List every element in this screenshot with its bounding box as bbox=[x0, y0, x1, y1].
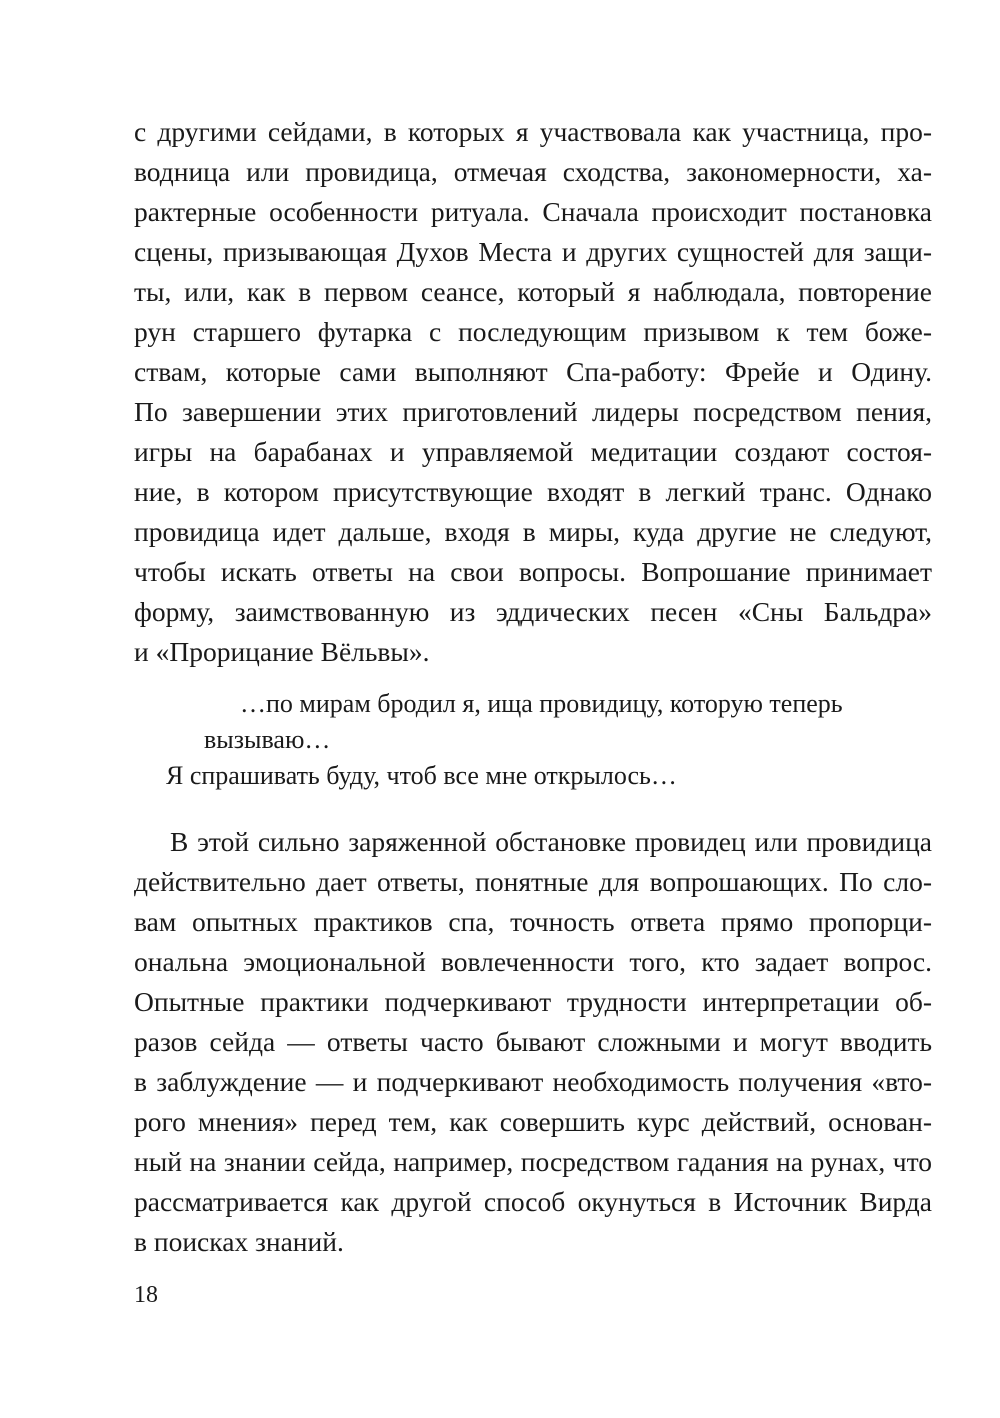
text-line: рассматривается как другой способ окунуться в Источник Вирда bbox=[134, 1186, 932, 1217]
text-line: форму, заимствованную из эддических песен «Сны Бальдра» bbox=[134, 596, 932, 627]
text-line: Опытные практики подчеркивают трудности интерпретации об- bbox=[134, 986, 932, 1017]
text-line: и «Прорицание Вёльвы». bbox=[134, 636, 430, 667]
text-line: водница или провидица, отмечая сходства, закономерности, ха- bbox=[134, 156, 932, 187]
verse-line: вызываю… bbox=[204, 725, 331, 754]
text-line: рого мнения» перед тем, как совершить курс действий, основан- bbox=[134, 1106, 932, 1137]
verse-line: Я спрашивать буду, чтоб все мне открылось… bbox=[166, 761, 677, 790]
text-line: провидица идет дальше, входя в миры, куда другие не следуют, bbox=[134, 516, 932, 547]
text-line: разов сейда — ответы часто бывают сложными и могут вводить bbox=[134, 1026, 932, 1057]
text-line: ствам, которые сами выполняют Спа-работу: Фрейе и Одину. bbox=[134, 356, 932, 387]
text-line: в поисках знаний. bbox=[134, 1226, 344, 1257]
text-line: действительно дает ответы, понятные для вопрошающих. По сло- bbox=[134, 866, 932, 897]
text-line: игры на барабанах и управляемой медитации создают состоя- bbox=[134, 436, 932, 467]
page-number: 18 bbox=[134, 1282, 158, 1308]
text-line: чтобы искать ответы на свои вопросы. Вопрошание принимает bbox=[134, 556, 932, 587]
text-line: По завершении этих приготовлений лидеры посредством пения, bbox=[134, 396, 932, 427]
text-line: ние, в котором присутствующие входят в легкий транс. Однако bbox=[134, 476, 932, 507]
text-line: ты, или, как в первом сеансе, который я наблюдала, повторение bbox=[134, 276, 932, 307]
text-line: сцены, призывающая Духов Места и других сущностей для защи- bbox=[134, 236, 932, 267]
text-line: В этой сильно заряженной обстановке провидец или провидица bbox=[170, 826, 932, 857]
text-line: с другими сейдами, в которых я участвовала как участница, про- bbox=[134, 116, 932, 147]
text-line: вам опытных практиков спа, точность ответа прямо пропорци- bbox=[134, 906, 932, 937]
text-line: в заблуждение — и подчеркивают необходимость получения «вто- bbox=[134, 1066, 932, 1097]
text-line: ный на знании сейда, например, посредством гадания на рунах, что bbox=[134, 1146, 932, 1177]
text-line: ональна эмоциональной вовлеченности того, кто задает вопрос. bbox=[134, 946, 932, 977]
verse-line: …по мирам бродил я, ища провидицу, которую теперь bbox=[240, 689, 843, 718]
text-line: рун старшего футарка с последующим призывом к тем боже- bbox=[134, 316, 932, 347]
text-line: рактерные особенности ритуала. Сначала происходит постановка bbox=[134, 196, 932, 227]
